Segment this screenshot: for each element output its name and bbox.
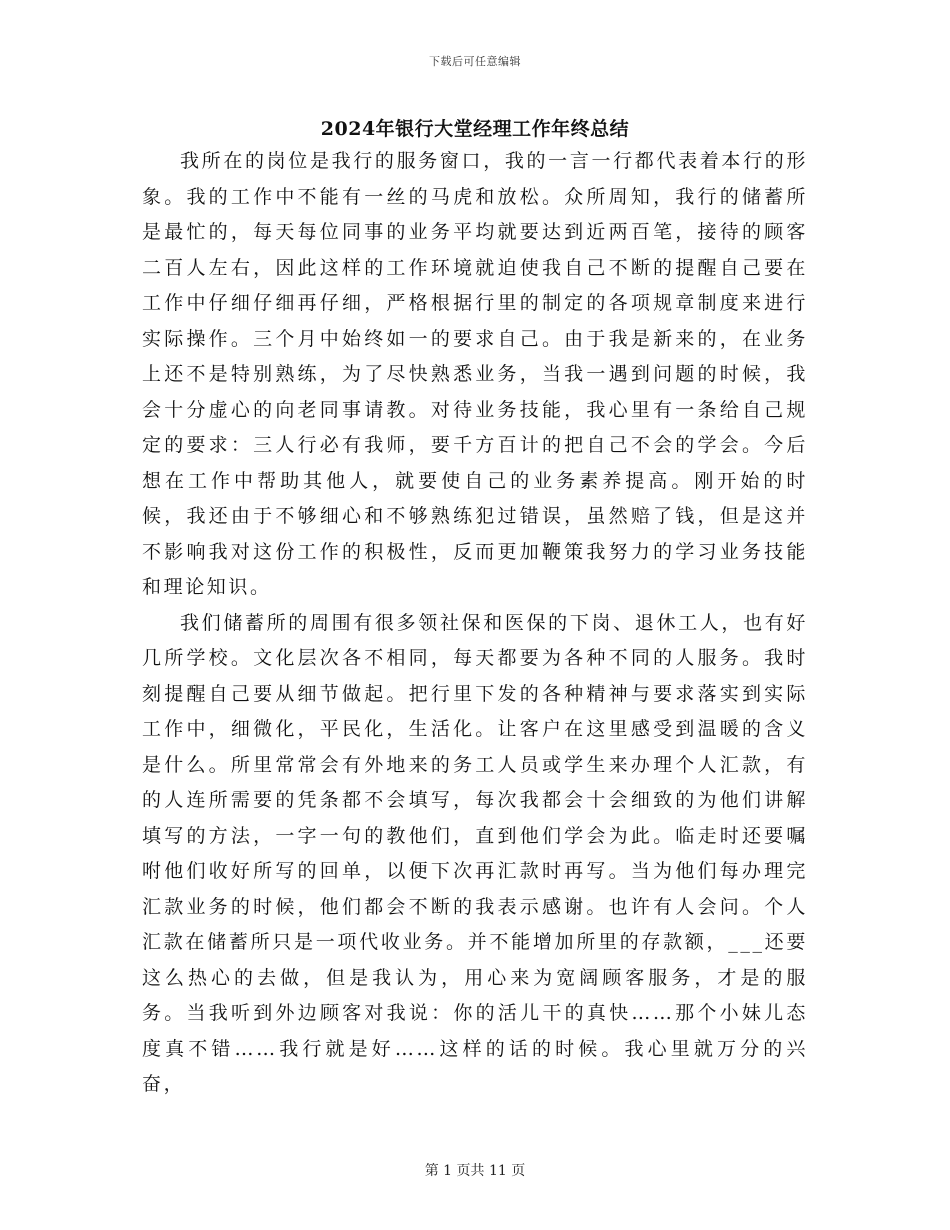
- body-paragraph-1: 我所在的岗位是我行的服务窗口，我的一言一行都代表着本行的形象。我的工作中不能有一丝的马虎和放松。众所周知，我行的储蓄所是最忙的，每天每位同事的业务平均就要达到近两百笔，接待的顾客二百人左右，因此这样的工作环境就迫使我自己不断的提醒自己要在工作中仔细仔细再仔细，严格根据行里的制定的各项规章制度来进行实际操作。三个月中始终如一的要求自己。由于我是新来的，在业务上还不是特别熟练，为了尽快熟悉业务，当我一遇到问题的时候，我会十分虚心的向老同事请教。对待业务技能，我心里有一条给自己规定的要求：三人行必有我师，要千方百计的把自己不会的学会。今后想在工作中帮助其他人，就要使自己的业务素养提高。刚开始的时候，我还由于不够细心和不够熟练犯过错误，虽然赔了钱，但是这并不影响我对这份工作的积极性，反而更加鞭策我努力的学习业务技能和理论知识。: [142, 150, 808, 598]
- page-header-note: 下载后可任意编辑: [429, 55, 521, 68]
- body-paragraph-2: 我们储蓄所的周围有很多领社保和医保的下岗、退休工人，也有好几所学校。文化层次各不相同，每天都要为各种不同的人服务。我时刻提醒自己要从细节做起。把行里下发的各种精神与要求落实到实际工作中，细微化，平民化，生活化。让客户在这里感受到温暖的含义是什么。所里常常会有外地来的务工人员或学生来办理个人汇款，有的人连所需要的凭条都不会填写，每次我都会十会细致的为他们讲解填写的方法，一字一句的教他们，直到他们学会为此。临走时还要嘱咐他们收好所写的回单，以便下次再汇款时再写。当为他们每办理完汇款业务的时候，他们都会不断的我表示感谢。也许有人会问。个人汇款在储蓄所只是一项代收业务。并不能增加所里的存款额，___还要这么热心的去做，但是我认为，用心来为宽阔顾客服务，才是的服务。当我听到外边顾客对我说：你的活儿干的真快……那个小妹儿态度真不错……我行就是好……这样的话的时候。我心里就万分的兴奋，: [142, 611, 808, 1095]
- document-title: 2024年银行大堂经理工作年终总结: [320, 118, 630, 140]
- page-number: 第 1 页共 11 页: [424, 1163, 526, 1179]
- document-body: [142, 144, 808, 1103]
